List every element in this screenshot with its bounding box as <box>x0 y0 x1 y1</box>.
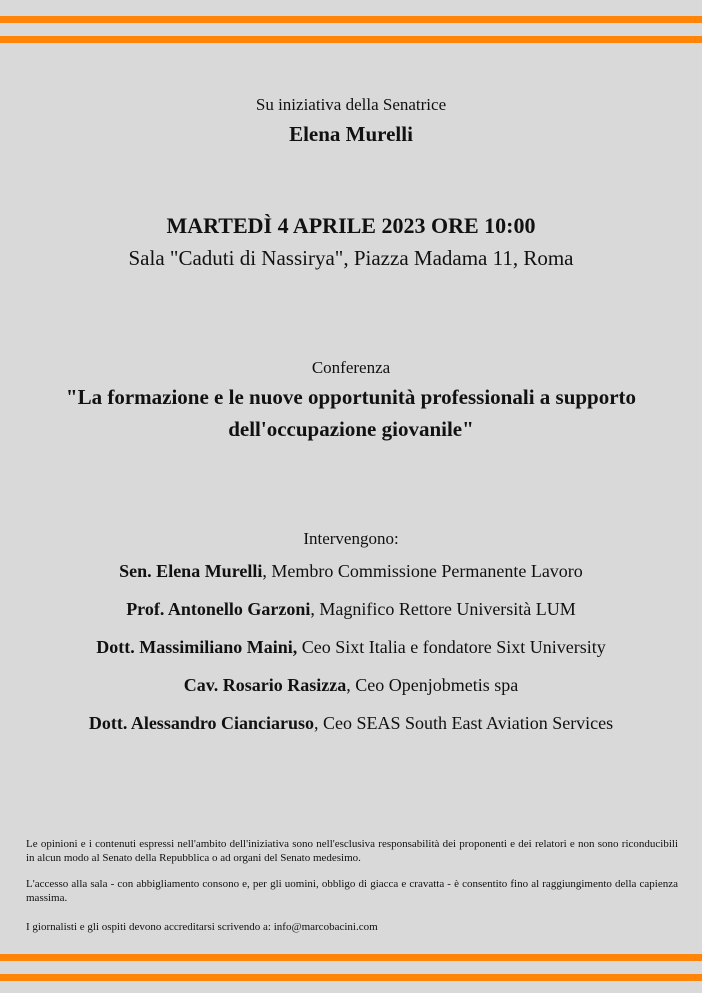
event-datetime: MARTEDÌ 4 APRILE 2023 ORE 10:00 <box>166 213 536 238</box>
disclaimer-text: Le opinioni e i contenuti espressi nell'ambito dell'iniziativa sono nell'esclusiva responsabilità dei proponenti e dei relatori e non sono riconducibili in alcun modo al Senato della Repubblica o ad organi del Senato medesimo. <box>26 838 678 864</box>
conference-title-line-1: "La formazione e le nuove opportunità professionali a supporto <box>65 385 637 409</box>
speaker-name: Sen. Elena Murelli <box>119 561 263 581</box>
speaker-role: Ceo Sixt Italia e fondatore Sixt University <box>297 637 606 657</box>
bottom-stripe-1 <box>0 954 702 961</box>
conference-title-line-2: dell'occupazione giovanile" <box>228 417 474 441</box>
speaker-role: , Ceo Openjobmetis spa <box>346 675 519 695</box>
speaker-item <box>0 600 702 618</box>
senator-name: Elena Murelli <box>289 122 413 146</box>
speakers-label: Intervengono: <box>303 529 399 548</box>
speaker-item <box>0 676 702 694</box>
speaker-name: Dott. Massimiliano Maini, <box>96 637 298 657</box>
speaker-role: , Magnifico Rettore Università LUM <box>310 599 576 619</box>
speaker-name: Cav. Rosario Rasizza <box>183 675 347 695</box>
access-text: L'accesso alla sala - con abbigliamento consono e, per gli uomini, obbligo di giacca e cravatta - è consentito fino al raggiungimento della capienza massima. <box>26 878 678 904</box>
event-venue: Sala "Caduti di Nassirya", Piazza Madama 11, Roma <box>128 246 574 270</box>
speaker-role: , Membro Commissione Permanente Lavoro <box>262 561 583 581</box>
conference-label: Conferenza <box>311 358 391 377</box>
top-stripe-2 <box>0 36 702 43</box>
press-contact-text: I giornalisti e gli ospiti devono accreditarsi scrivendo a: info@marcobacini.com <box>26 921 378 933</box>
speaker-name: Dott. Alessandro Cianciaruso <box>88 713 315 733</box>
speaker-role: , Ceo SEAS South East Aviation Services <box>314 713 614 733</box>
top-stripe-1 <box>0 16 702 23</box>
speaker-name: Prof. Antonello Garzoni <box>126 599 311 619</box>
initiative-label: Su iniziativa della Senatrice <box>255 95 447 114</box>
speaker-item <box>0 638 702 656</box>
bottom-stripe-2 <box>0 974 702 981</box>
speaker-item <box>0 714 702 732</box>
speaker-item <box>0 562 702 580</box>
